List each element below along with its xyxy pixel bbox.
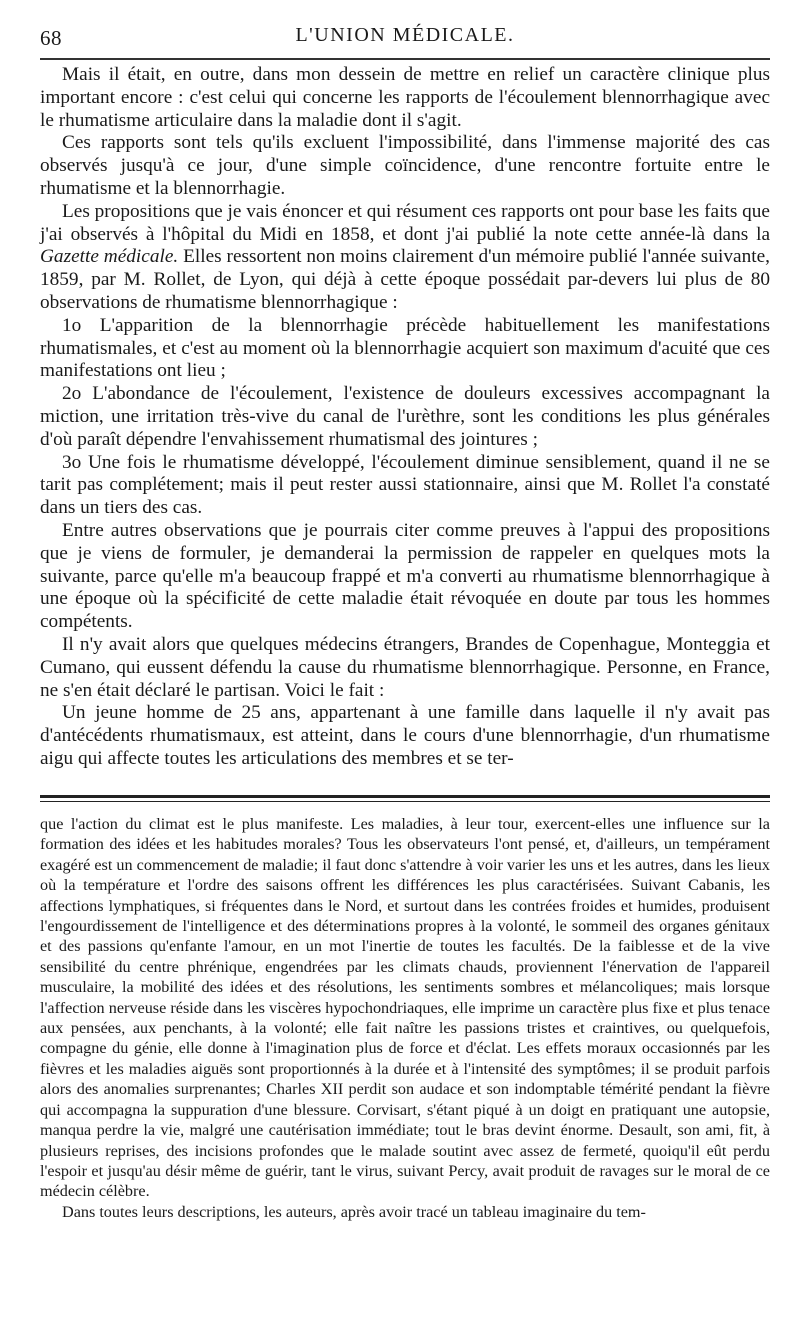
feuilleton-last-line: Dans toutes leurs descriptions, les auteurs, après avoir tracé un tableau imaginaire du tem- xyxy=(62,1202,646,1221)
running-title: L'UNION MÉDICALE. xyxy=(295,24,515,46)
header-rule xyxy=(40,58,770,60)
paragraph: Ces rapports sont tels qu'ils excluent l'impossibilité, dans l'immense majorité des cas observés jusqu'à ce jour, d'une simple coïncidence, d'une rencontre fortuite entre le rhumatisme et la blennorrhagie. xyxy=(40,132,770,199)
paragraph-text: Les propositions que je vais énoncer et qui résument ces rapports ont pour base les faits que j'ai observés à l'hôpital du Midi en 1858, et dont j'ai publié la note cette année-là dans la xyxy=(40,200,770,245)
page-number: 68 xyxy=(40,26,62,50)
feuilleton-paragraph: que l'action du climat est le plus manifeste. Les maladies, à leur tour, exercent-elles une influence sur la formation des idées et les habitudes morales? Tous les observateurs l'ont pensé, et, d'ailleurs, un tempérament exagéré est un commencement de maladie; il faut donc s'attendre à voir varier les uns et les autres, dans les lieux où la température et l'ordre des saisons offrent les différences les plus caractérisées. Suivant Cabanis, les affections lymphatiques, si fréquentes dans le Nord, et surtout dans les contrées froides et humides, produisent l'engourdissement de l'intelligence et des déterminations propres à la volonté, le sommeil des organes génitaux et des passions qu'enfante l'amour, en un mot l'inertie de toutes les facultés. De la faiblesse et de la vive sensibilité du centre phrénique, engendrées par les climats chauds, proviennent l'énervation de l'appareil musculaire, la mobilité des idées et des résolutions, les sentiments sombres et mélancoliques; mais lorsque l'affection nerveuse réside dans les viscères hypochondriaques, elle imprime un caractère plus fixe et plus tenace aux pensées, aux penchants, à la volonté; elle fait naître les passions tristes et craintives, ou quelquefois, compagne du génie, elle donne à l'imagination plus de force et d'éclat. Les effets moraux occasionnés par les fièvres et les maladies aiguës sont proportionnés à la durée et à l'intensité des symptômes; il se produit parfois alors des anomalies surprenantes; Charles XII perdit son audace et son indomptable témérité pendant la fièvre qui accompagna la suppuration d'une blessure. Corvisart, s'étant piqué à un doigt en pratiquant une autopsie, manqua perdre la vie, malgré une cautérisation immédiate; tout le bras devint énorme. Desault, son ami, fit, à plusieurs reprises, des incisions profondes que le malade soutint avec assez de fermeté, quoiqu'il eût perdu l'espoir et jusqu'au désir même de guérir, tant le virus, suivant Percy, avait produit de ravages sur le moral de ce médecin célèbre. xyxy=(40,815,770,1201)
paragraph xyxy=(40,201,770,315)
numbered-proposition: 1o L'apparition de la blennorrhagie précède habituellement les manifestations rhumatismales, et c'est au moment où la blennorrhagie acquiert son maximum d'acuité que ces manifestations ont lieu ; xyxy=(40,314,770,382)
section-divider-thin xyxy=(40,801,770,802)
paragraph: Entre autres observations que je pourrais citer comme preuves à l'appui des propositions que je viens de formuler, je demanderai la permission de rappeler en quelques mots la suivante, parce qu'elle m'a beaucoup frappé et m'a converti au rhumatisme blennorrhagique à une époque où la spécificité de cette maladie était révoquée en doute par tous les hommes compétents. xyxy=(40,519,770,633)
journal-title: Gazette médicale. xyxy=(40,246,179,268)
main-text xyxy=(40,64,770,771)
feuilleton-text xyxy=(40,814,770,1222)
page-header xyxy=(40,22,770,52)
paragraph: Mais il était, en outre, dans mon dessein de mettre en relief un caractère clinique plus important encore : c'est celui qui concerne les rapports de l'écoulement blennorrhagique avec le rhumatisme articulaire dans la maladie dont il s'agit. xyxy=(40,64,770,131)
numbered-proposition: 3o Une fois le rhumatisme développé, l'écoulement diminue sensiblement, quand il ne se tarit pas complétement; mais il peut rester aussi stationnaire, ainsi que M. Rollet l'a constaté dans un tiers des cas. xyxy=(40,451,770,519)
section-divider-thick xyxy=(40,795,770,798)
paragraph: Un jeune homme de 25 ans, appartenant à une famille dans laquelle il n'y avait pas d'antécédents rhumatismaux, est atteint, dans le cours d'une blennorrhagie, d'un rhumatisme aigu qui affecte toutes les articulations des membres et se ter- xyxy=(40,702,770,769)
paragraph-text: Elles ressortent non moins clairement d'un mémoire publié l'année suivante, 1859, par M. Rollet, de Lyon, qui déjà à cette époque possédait par-devers lui plus de 80 observations de rhumatisme blennorrhagique : xyxy=(40,246,770,313)
paragraph: Il n'y avait alors que quelques médecins étrangers, Brandes de Copenhague, Monteggia et Cumano, qui eussent défendu la cause du rhumatisme blennorrhagique. Personne, en France, ne s'en était déclaré le partisan. Voici le fait : xyxy=(40,633,770,701)
numbered-proposition: 2o L'abondance de l'écoulement, l'existence de douleurs excessives accompagnant la miction, une irritation très-vive du canal de l'urèthre, sont les conditions les plus générales d'où paraît dépendre l'envahissement rhumatismal des jointures ; xyxy=(40,383,770,450)
